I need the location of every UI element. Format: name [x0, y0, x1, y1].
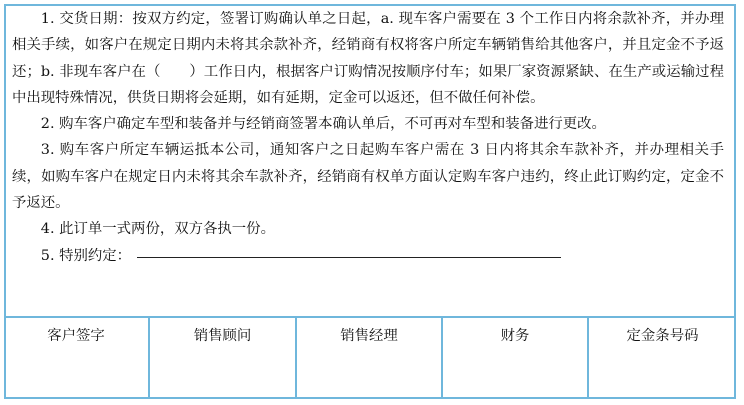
- signature-table: [4, 316, 736, 399]
- sales-consultant-cell[interactable]: [150, 318, 297, 399]
- sales-consultant-label: 销售顾问: [193, 328, 252, 344]
- clause-delivery-date: 1. 交货日期：按双方约定，签署订购确认单之日起，a. 现车客户需要在 3 个工作日内将余款补齐，并办理相关手续，如客户在规定日期内未将其余款补齐，经销商有权将客户所定车辆销售给其他客户，并且定金不予返还；b. 非现车客户在（ ）工作日内，根据客户订购情况按顺序付车；如果厂家资源紧缺、在生产或运输过程中出现特殊情况，供货日期将会延期，如有延期，定金可以返还，但不做任何补偿。: [12, 11, 724, 106]
- sales-manager-cell[interactable]: [297, 318, 443, 399]
- special-agreement-label: 5. 特别约定：: [40, 247, 132, 264]
- deposit-barcode-cell[interactable]: [589, 318, 736, 399]
- clause-vehicle-arrival: 3. 购车客户所定车辆运抵本公司，通知客户之日起购车客户需在 3 日内将其余车款补齐，并办理相关手续，如购车客户在规定日内未将其余车款补齐，经销商有权单方面认定购车客户违约，终止此订购约定，定金不予返还。: [12, 142, 724, 212]
- finance-cell[interactable]: [443, 318, 589, 399]
- finance-label: 财务: [500, 328, 530, 344]
- deposit-barcode-label: 定金条号码: [626, 328, 699, 344]
- special-agreement-blank[interactable]: [137, 241, 561, 258]
- clause-special-agreement: [6, 243, 730, 269]
- terms-section: [6, 6, 730, 269]
- sales-manager-label: 销售经理: [340, 328, 398, 344]
- customer-signature-cell[interactable]: [4, 318, 150, 399]
- clause-copies: 4. 此订单一式两份，双方各执一份。: [40, 221, 275, 238]
- clause-no-changes: 2. 购车客户确定车型和装备并与经销商签署本确认单后，不可再对车型和装备进行更改。: [40, 116, 606, 133]
- customer-signature-label: 客户签字: [47, 328, 105, 344]
